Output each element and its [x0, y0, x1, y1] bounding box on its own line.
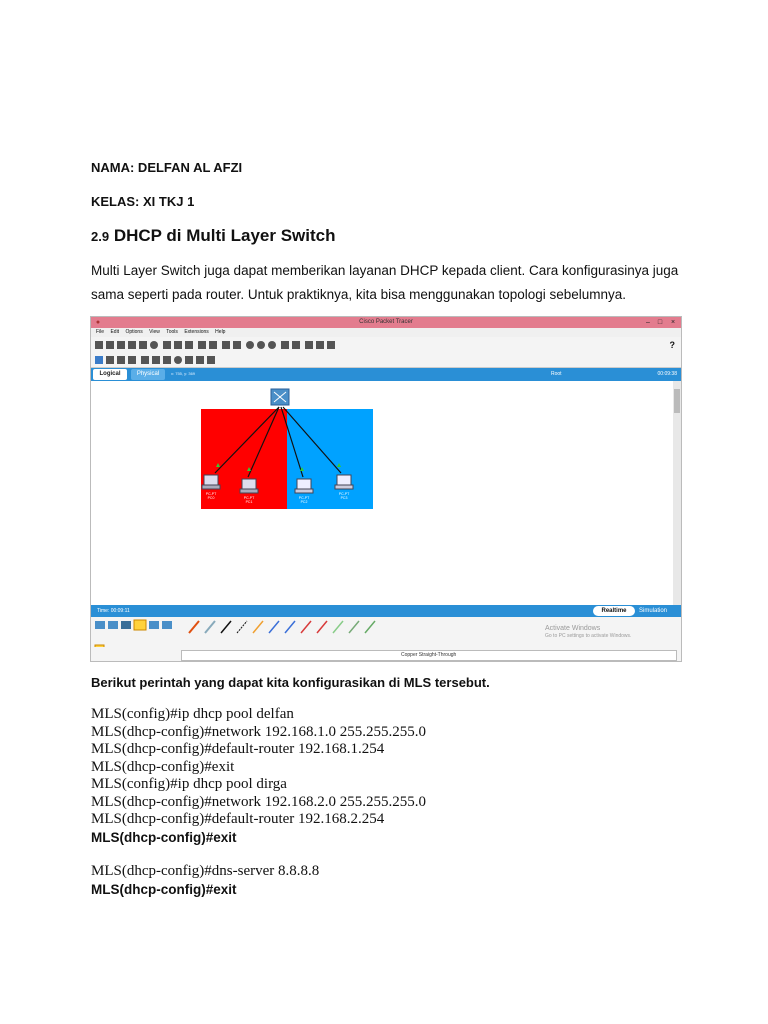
pt-title-bar	[91, 317, 681, 328]
scroll-thumb[interactable]	[674, 389, 680, 413]
cable-cross-icon[interactable]	[237, 621, 247, 633]
close-icon[interactable]: ×	[670, 319, 676, 326]
connections-subcategory-icon[interactable]	[95, 645, 104, 647]
paste-icon[interactable]	[209, 341, 217, 349]
draw-ellipse-icon[interactable]	[174, 356, 182, 364]
pc0-icon[interactable]	[202, 475, 220, 489]
minimize-icon[interactable]: –	[646, 319, 650, 326]
app-icon: ●	[95, 319, 101, 326]
palette-icon[interactable]	[281, 341, 289, 349]
root-label: Root	[551, 371, 562, 377]
pc1-icon[interactable]	[240, 479, 258, 493]
pc3-label: PC3	[340, 496, 348, 500]
pt-workspace-bar	[91, 368, 681, 381]
packet-tracer-screenshot	[90, 316, 682, 662]
cable-serial-dte-icon[interactable]	[317, 621, 327, 633]
resize-icon[interactable]	[128, 356, 136, 364]
pc3-type: PC-PT	[338, 492, 350, 496]
draw-line-icon[interactable]	[152, 356, 160, 364]
cable-straight-icon[interactable]	[221, 621, 231, 633]
redo-icon[interactable]	[233, 341, 241, 349]
activate-windows-watermark	[545, 625, 631, 639]
realtime-button[interactable]: Realtime	[593, 606, 635, 616]
section-heading	[91, 226, 335, 246]
select-icon[interactable]	[95, 356, 103, 364]
custom-device-icon[interactable]	[292, 341, 300, 349]
command-line: MLS(dhcp-config)#dns-server 8.8.8.8	[91, 863, 320, 879]
kelas-line: KELAS: XI TKJ 1	[91, 194, 195, 209]
restore-icon[interactable]: □	[657, 319, 663, 326]
clock-readout: 00:09:38	[657, 371, 677, 377]
connections-category-icon[interactable]	[134, 620, 146, 630]
cable-console-icon[interactable]	[205, 621, 215, 633]
new-icon[interactable]	[95, 341, 103, 349]
cable-usb-icon[interactable]	[365, 621, 375, 633]
tab-physical[interactable]: Physical	[131, 369, 165, 380]
vlan-right-area	[287, 409, 373, 509]
command-line: MLS(dhcp-config)#exit	[91, 758, 235, 775]
cable-octal-icon[interactable]	[333, 621, 343, 633]
menu-edit[interactable]: Edit	[110, 329, 120, 335]
open-icon[interactable]	[106, 341, 114, 349]
command-line: MLS(dhcp-config)#exit	[91, 829, 237, 845]
pt-main-toolbar	[91, 337, 681, 353]
command-line: MLS(dhcp-config)#network 192.168.2.0 255.255.255.0	[91, 793, 426, 810]
screen-icon[interactable]	[327, 341, 335, 349]
topology-canvas[interactable]	[91, 381, 673, 605]
freeform-icon[interactable]	[185, 356, 193, 364]
activate-subtitle: Go to PC settings to activate Windows.	[545, 633, 632, 639]
network-icon[interactable]	[163, 341, 171, 349]
copy-icon[interactable]	[198, 341, 206, 349]
cable-description: Copper Straight-Through	[401, 652, 457, 658]
complex-pdu-icon[interactable]	[207, 356, 215, 364]
print-icon[interactable]	[139, 341, 147, 349]
command-line: MLS(dhcp-config)#default-router 192.168.1.254	[91, 741, 385, 757]
viewport-icon[interactable]	[305, 341, 313, 349]
pc2-type: PC-PT	[298, 496, 310, 500]
pt-menu-bar	[91, 328, 681, 337]
paragraph-line: sama seperti pada router. Untuk praktiknya, kita bisa menggunakan topologi sebelumnya.	[91, 287, 627, 302]
save-as-icon[interactable]	[128, 341, 136, 349]
command-line: MLS(dhcp-config)#exit	[91, 881, 237, 897]
cable-serial-dce-icon[interactable]	[301, 621, 311, 633]
menu-extensions[interactable]: Extensions	[184, 329, 209, 335]
note-icon[interactable]	[141, 356, 149, 364]
switches-category-icon[interactable]	[108, 621, 118, 629]
spacer	[91, 846, 426, 863]
command-line: MLS(dhcp-config)#default-router 192.168.2.254	[91, 811, 385, 827]
pc0-type: PC-PT	[205, 492, 217, 496]
menu-view[interactable]: View	[149, 329, 160, 335]
activity-icon[interactable]	[185, 341, 193, 349]
pt-window-title: Cisco Packet Tracer	[359, 319, 413, 325]
delete-icon[interactable]	[117, 356, 125, 364]
pc1-label: PC1	[245, 500, 253, 504]
info-icon[interactable]	[150, 341, 158, 349]
vertical-scrollbar[interactable]	[673, 381, 681, 605]
image-icon[interactable]	[316, 341, 324, 349]
pt-secondary-toolbar	[91, 353, 681, 368]
device-palette-icons	[91, 617, 401, 647]
pc2-label: PC2	[300, 500, 308, 504]
pc0-label: PC0	[207, 496, 215, 500]
user-icon[interactable]	[174, 341, 182, 349]
intro-paragraph	[91, 259, 691, 307]
routers-category-icon[interactable]	[95, 621, 105, 629]
cable-auto-icon[interactable]	[189, 621, 199, 633]
add-pdu-icon[interactable]	[196, 356, 204, 364]
help-icon[interactable]: ?	[669, 340, 675, 350]
zoom-in-icon[interactable]	[246, 341, 254, 349]
lead-sentence: Berikut perintah yang dapat kita konfigurasikan di MLS tersebut.	[91, 675, 490, 690]
menu-file[interactable]: File	[96, 329, 105, 335]
cable-iot-icon[interactable]	[349, 621, 359, 633]
pc1-type: PC-PT	[243, 496, 255, 500]
device-palette	[91, 617, 681, 661]
cable-coax-icon[interactable]	[285, 621, 295, 633]
save-icon[interactable]	[117, 341, 125, 349]
command-line: MLS(config)#ip dhcp pool delfan	[91, 706, 294, 722]
pt-status-bar	[91, 605, 681, 617]
end-devices-category-icon[interactable]	[149, 621, 159, 629]
sim-time: Time: 00:09:11	[97, 608, 130, 614]
section-number: 2.9	[91, 229, 110, 244]
undo-icon[interactable]	[222, 341, 230, 349]
topology-diagram	[91, 381, 673, 605]
section-title: DHCP di Multi Layer Switch	[113, 226, 336, 245]
simulation-button[interactable]: Simulation	[639, 608, 668, 614]
pc3-icon[interactable]	[335, 475, 353, 489]
menu-tools[interactable]: Tools	[166, 329, 178, 335]
cable-phone-icon[interactable]	[269, 621, 279, 633]
cable-fiber-icon[interactable]	[253, 621, 263, 633]
hubs-category-icon[interactable]	[121, 621, 131, 629]
menu-help[interactable]: Help	[215, 329, 226, 335]
inspect-icon[interactable]	[106, 356, 114, 364]
zoom-out-icon[interactable]	[268, 341, 276, 349]
tab-logical[interactable]: Logical	[93, 369, 127, 380]
activate-title: Activate Windows	[545, 625, 601, 632]
cursor-coordinates: x: 755, y: 369	[171, 371, 196, 376]
draw-rect-icon[interactable]	[163, 356, 171, 364]
zoom-reset-icon[interactable]	[257, 341, 265, 349]
nama-line: NAMA: DELFAN AL AFZI	[91, 160, 243, 175]
command-line: MLS(dhcp-config)#network 192.168.1.0 255.255.255.0	[91, 723, 426, 740]
menu-options[interactable]: Options	[125, 329, 143, 335]
command-listing	[91, 706, 426, 898]
pc2-icon[interactable]	[295, 479, 313, 493]
command-line: MLS(config)#ip dhcp pool dirga	[91, 776, 287, 792]
wan-category-icon[interactable]	[162, 621, 172, 629]
paragraph-line: Multi Layer Switch juga dapat memberikan layanan DHCP kepada client. Cara konfigurasinya juga	[91, 263, 679, 278]
